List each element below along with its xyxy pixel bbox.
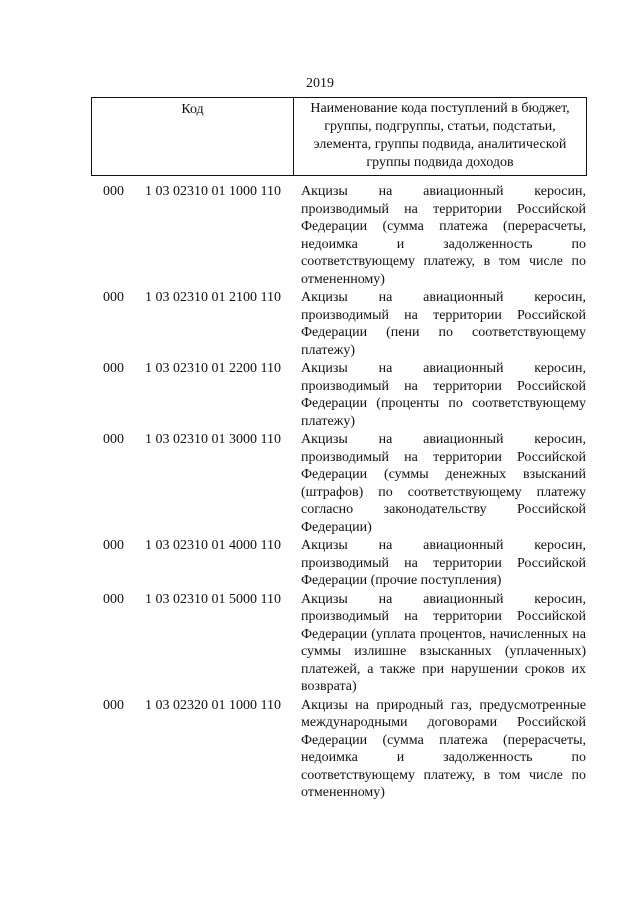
- revenue-name: Акцизы на авиационный керосин, производимый на территории Российской Федерации (пени по соответствующему платежу): [301, 290, 586, 358]
- revenue-name: Акцизы на авиационный керосин, производимый на территории Российской Федерации (сумма платежа (перерасчеты, недоимка и задолженность по соответствующему платежу, в том числе по отмененному): [301, 184, 586, 287]
- admin-code: 000: [103, 538, 124, 553]
- revenue-code: 1 03 02310 01 3000 110: [145, 432, 281, 447]
- revenue-name: Акцизы на природный газ, предусмотренные международными договорами Российской Федерации (сумма платежа (перерасчеты, недоимка и задолженность по соответствующему платежу, в том числе по отмененному): [301, 697, 586, 800]
- revenue-code: 1 03 02310 01 5000 110: [145, 591, 281, 607]
- table-row: [0, 537, 640, 590]
- admin-code: 000: [103, 290, 124, 305]
- table-row: [0, 360, 640, 430]
- revenue-code: 1 03 02310 01 2200 110: [145, 361, 281, 376]
- admin-code: 000: [103, 432, 124, 447]
- revenue-name: Акцизы на авиационный керосин, производимый на территории Российской Федерации (уплата процентов, начисленных на суммы излишне взысканных (уплаченных) платежей, а также при нарушении сроков их возврата): [301, 591, 586, 694]
- revenue-code: 1 03 02310 01 1000 110: [145, 184, 281, 199]
- revenue-code: 1 03 02310 01 4000 110: [145, 538, 281, 553]
- table-header: [91, 97, 587, 176]
- admin-code: 000: [103, 184, 124, 199]
- header-code-cell: Код: [92, 98, 294, 175]
- revenue-name: Акцизы на авиационный керосин, производимый на территории Российской Федерации (прочие поступления): [301, 538, 586, 588]
- table-row: [0, 591, 640, 696]
- table-row: [0, 697, 640, 802]
- page-number: 2019: [306, 76, 334, 91]
- admin-code: 000: [103, 591, 124, 607]
- revenue-code: 1 03 02310 01 2100 110: [145, 290, 281, 305]
- revenue-name: Акцизы на авиационный керосин, производимый на территории Российской Федерации (суммы денежных взысканий (штрафов) по соответствующему платежу согласно законодательству Российской Федерации): [301, 432, 586, 535]
- revenue-name: Акцизы на авиационный керосин, производимый на территории Российской Федерации (проценты по соответствующему платежу): [301, 361, 586, 429]
- admin-code: 000: [103, 697, 124, 713]
- header-name-cell: Наименование кода поступлений в бюджет, группы, подгруппы, статьи, подстатьи, элемента, группы подвида, аналитической группы подвида доходов: [310, 101, 570, 170]
- table-row: [0, 431, 640, 536]
- admin-code: 000: [103, 361, 124, 376]
- table-row: [0, 183, 640, 288]
- table-row: [0, 289, 640, 359]
- revenue-code: 1 03 02320 01 1000 110: [145, 697, 281, 713]
- revenue-code-list: [0, 183, 640, 803]
